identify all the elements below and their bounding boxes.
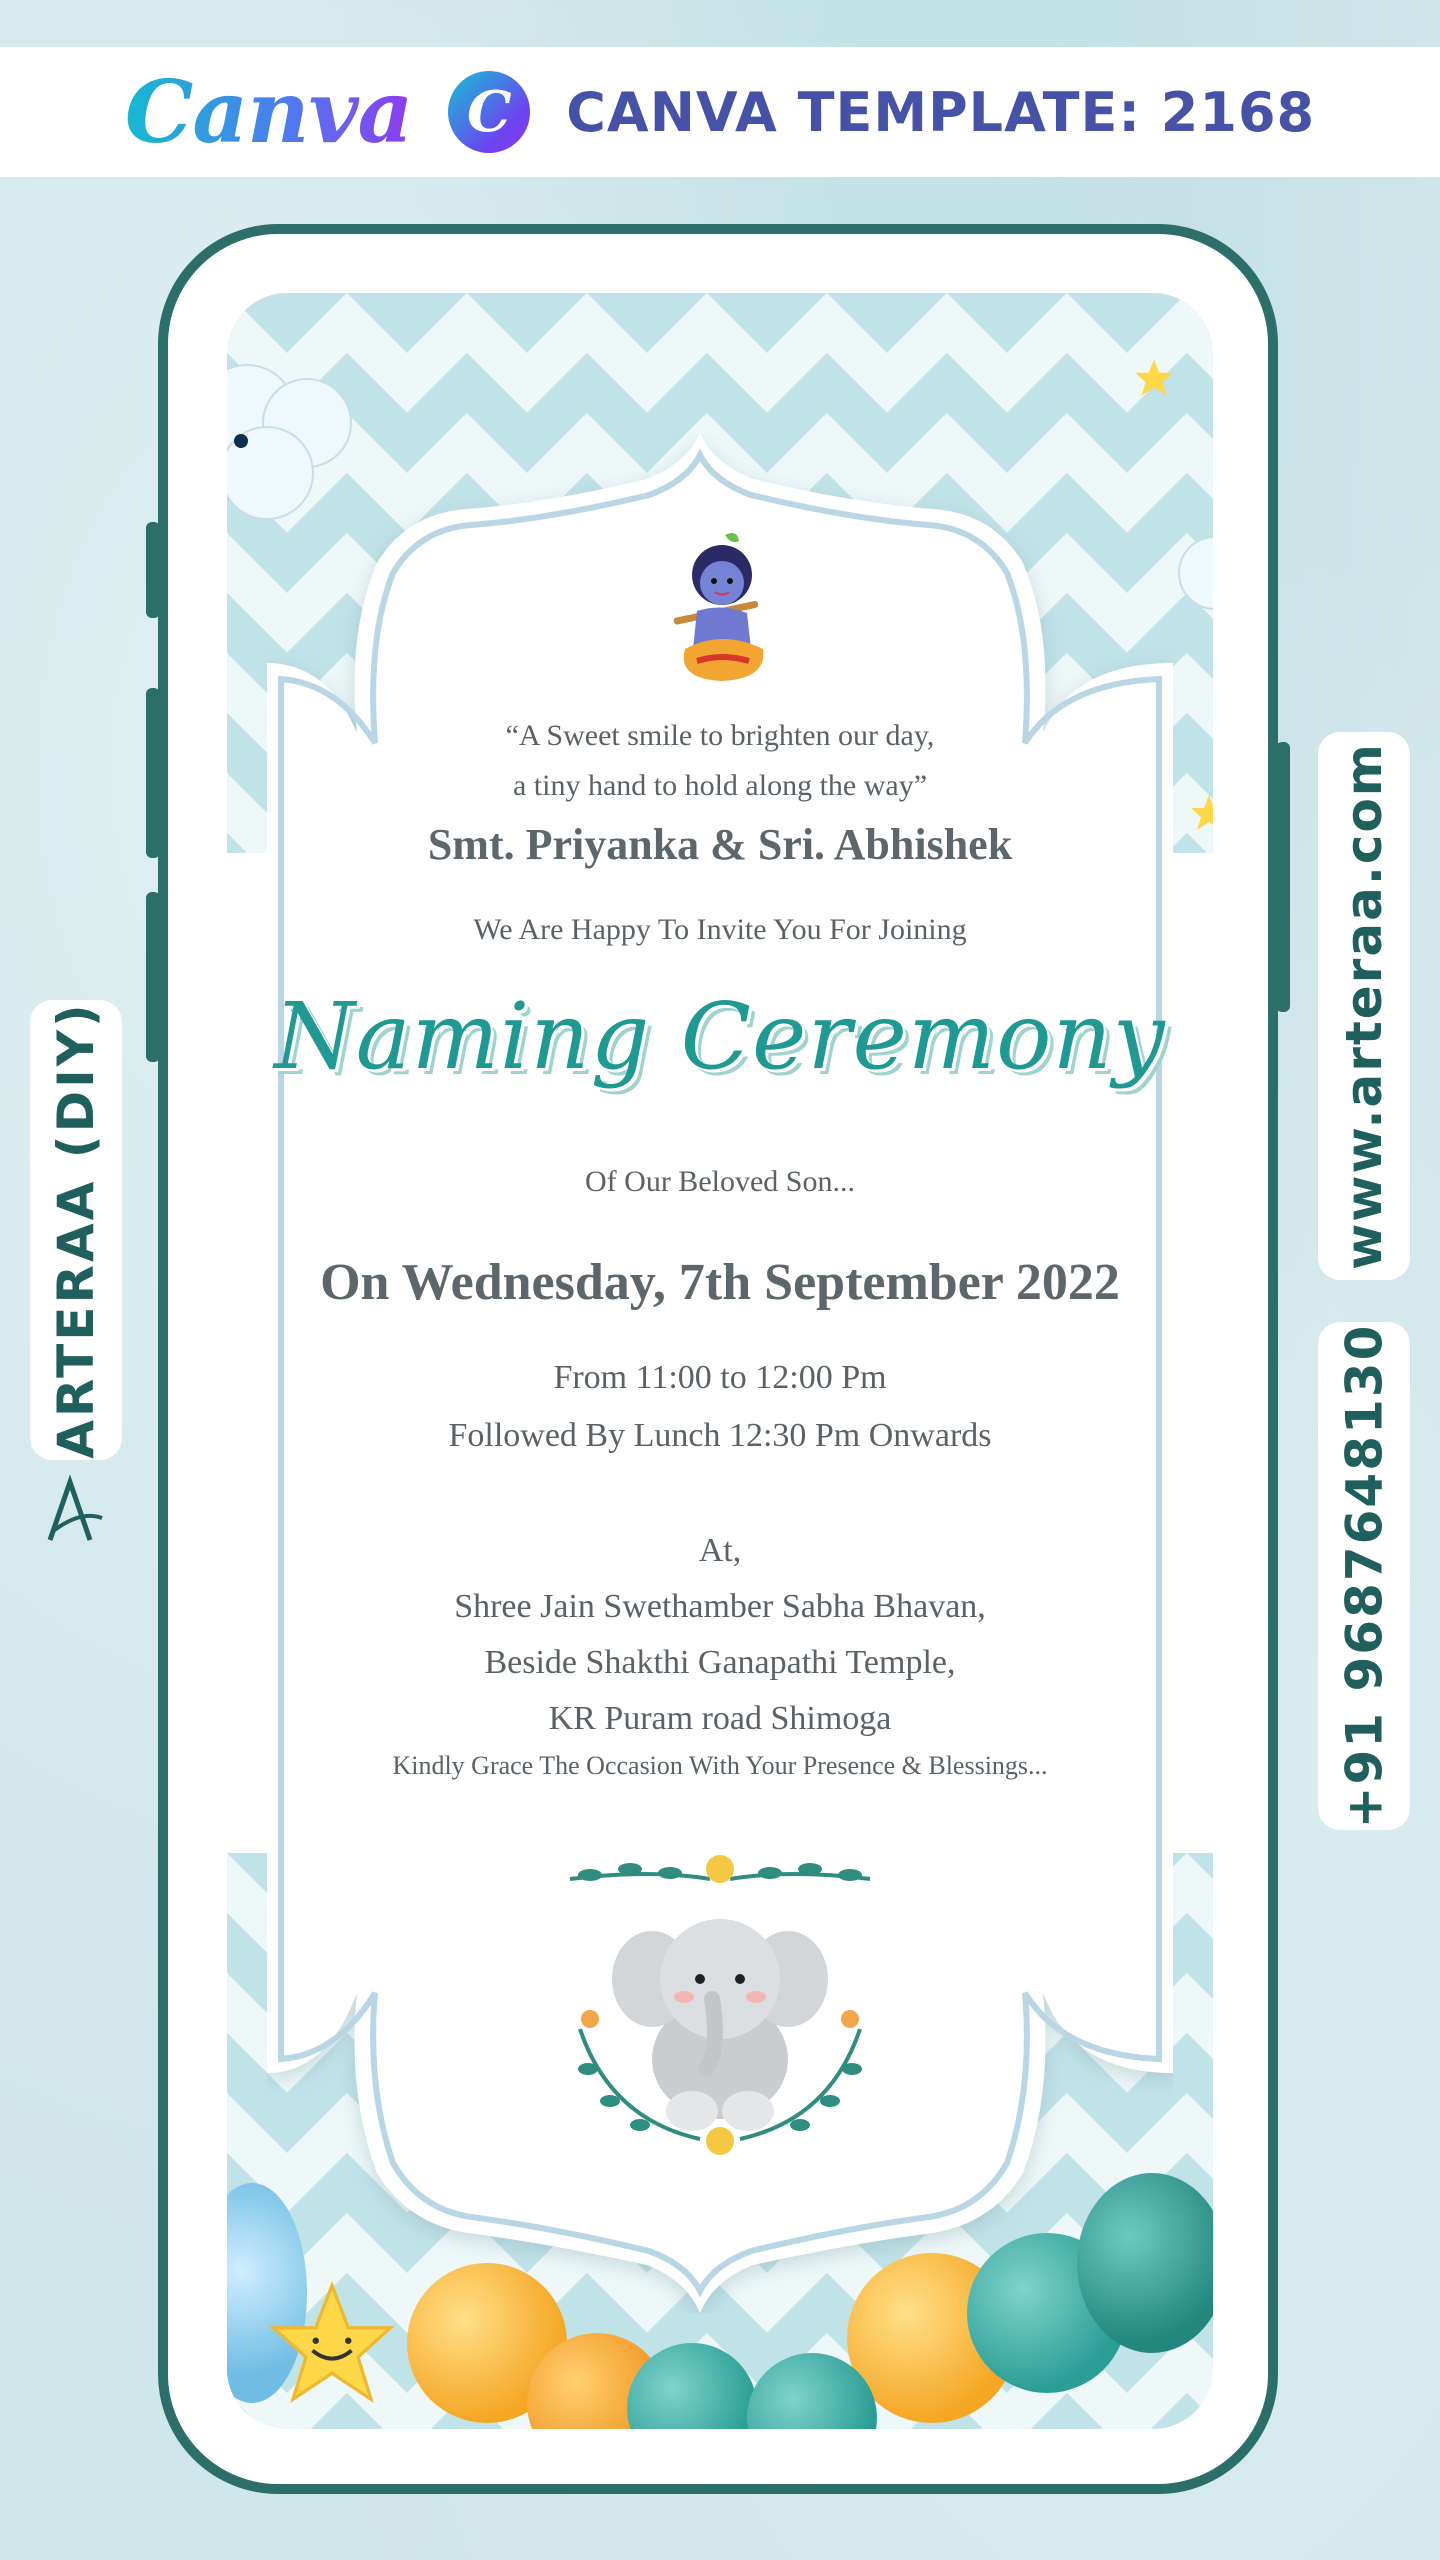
closing-line: Kindly Grace The Occasion With Your Presence & Blessings... [392,1751,1048,1780]
parents-names: Smt. Priyanka & Sri. Abhishek [427,820,1013,869]
template-label: CANVA TEMPLATE: 2168 [566,80,1316,144]
ceremony-title: Naming Ceremony [274,983,1166,1090]
phone-side-button [146,892,160,1062]
phone-side-button [146,522,160,618]
elephant-illustration [470,1839,970,2179]
star-icon [1133,357,1175,399]
quote-line-2: a tiny hand to hold along the way” [512,769,928,802]
star-icon [267,2279,397,2409]
venue-line-3: KR Puram road Shimoga [548,1700,892,1737]
cloud-icon [1175,523,1213,633]
phone-power-button [1276,742,1290,1012]
phone-side-label[interactable] [1318,1322,1410,1830]
venue-at: At, [698,1532,742,1569]
top-banner [0,47,1440,177]
website-link[interactable]: www.arteraa.com [1335,742,1393,1270]
venue-line-2: Beside Shakthi Ganapathi Temple, [484,1644,956,1681]
lunch-time: Followed By Lunch 12:30 Pm Onwards [448,1417,992,1454]
event-date: On Wednesday, 7th September 2022 [320,1254,1120,1311]
brand-name: ARTERAA (DIY) [47,1001,105,1459]
event-time: From 11:00 to 12:00 Pm [553,1359,887,1396]
website-side-label[interactable] [1318,732,1410,1280]
phone-number[interactable]: +91 9687648130 [1335,1323,1394,1829]
phone-side-button [146,688,160,858]
phone-screen [227,293,1213,2429]
venue-line-1: Shree Jain Swethamber Sabha Bhavan, [454,1588,986,1625]
quote-line-1: “A Sweet smile to brighten our day, [505,719,935,752]
krishna-illustration [667,529,777,689]
canva-badge-icon: C [448,71,530,153]
brand-side-label [30,1000,122,1460]
subtitle: Of Our Beloved Son... [585,1165,855,1198]
canva-logo: Canva [124,61,413,163]
invite-line: We Are Happy To Invite You For Joining [473,913,967,946]
arteraa-logo-icon [30,1470,110,1550]
